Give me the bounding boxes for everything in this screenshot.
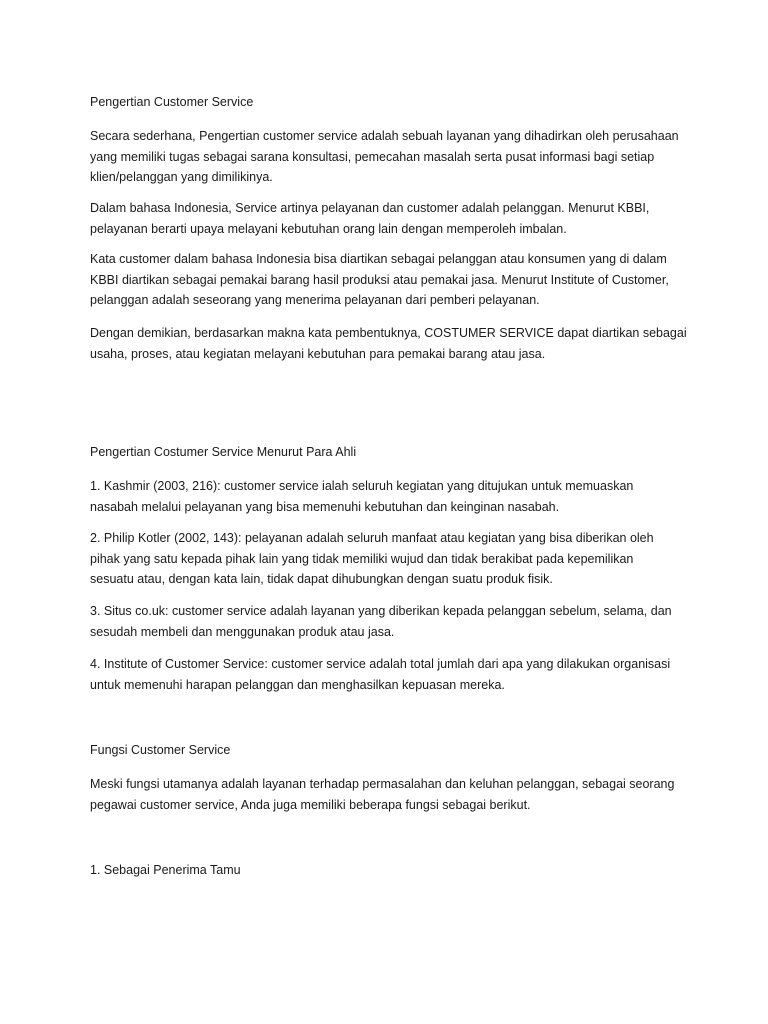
paragraph: Kata customer dalam bahasa Indonesia bisa diartikan sebagai pelanggan atau konsumen yang di dalam KBBI diartikan sebagai pemakai barang hasil produksi atau pemakai jasa. Menurut Institute of Customer, pelanggan adalah seseorang yang menerima pelayanan dari pemberi pelayanan. (90, 252, 669, 307)
list-item: 4. Institute of Customer Service: customer service adalah total jumlah dari apa yang dilakukan organisasi untuk memenuhi harapan pelanggan dan menghasilkan kepuasan mereka. (90, 657, 671, 692)
section-heading: Pengertian Costumer Service Menurut Para Ahli (90, 445, 357, 459)
list-item: 2. Philip Kotler (2002, 143): pelayanan adalah seluruh manfaat atau kegiatan yang bisa diberikan oleh pihak yang satu kepada pihak lain yang tidak memiliki wujud dan tidak berakibat pada kepemilikan sesuatu atau, dengan kata lain, tidak dapat dihubungkan dengan suatu produk fisik. (90, 531, 654, 586)
paragraph: Dalam bahasa Indonesia, Service artinya pelayanan dan customer adalah pelanggan. Menurut KBBI, pelayanan berarti upaya melayani kebutuhan orang lain dengan memperoleh imbalan. (90, 201, 650, 236)
list-item: 3. Situs co.uk: customer service adalah layanan yang diberikan kepada pelanggan sebelum, selama, dan sesudah membeli dan menggunakan produk atau jasa. (90, 604, 672, 639)
paragraph: Meski fungsi utamanya adalah layanan terhadap permasalahan dan keluhan pelanggan, sebagai seorang pegawai customer service, Anda juga memiliki beberapa fungsi sebagai berikut. (90, 777, 675, 812)
paragraph: Dengan demikian, berdasarkan makna kata pembentuknya, COSTUMER SERVICE dapat diartikan sebagai usaha, proses, atau kegiatan melayani kebutuhan para pemakai barang atau jasa. (90, 326, 687, 361)
section-heading: Fungsi Customer Service (90, 743, 231, 757)
list-item: 1. Kashmir (2003, 216): customer service ialah seluruh kegiatan yang ditujukan untuk memuaskan nasabah melalui pelayanan yang bisa memenuhi kebutuhan dan keinginan nasabah. (90, 479, 634, 514)
list-item: 1. Sebagai Penerima Tamu (90, 863, 241, 877)
section-heading: Pengertian Customer Service (90, 95, 254, 109)
paragraph: Secara sederhana, Pengertian customer service adalah sebuah layanan yang dihadirkan oleh perusahaan yang memiliki tugas sebagai sarana konsultasi, pemecahan masalah serta pusat informasi bagi setiap klien/pelanggan yang dimilikinya. (90, 129, 679, 184)
